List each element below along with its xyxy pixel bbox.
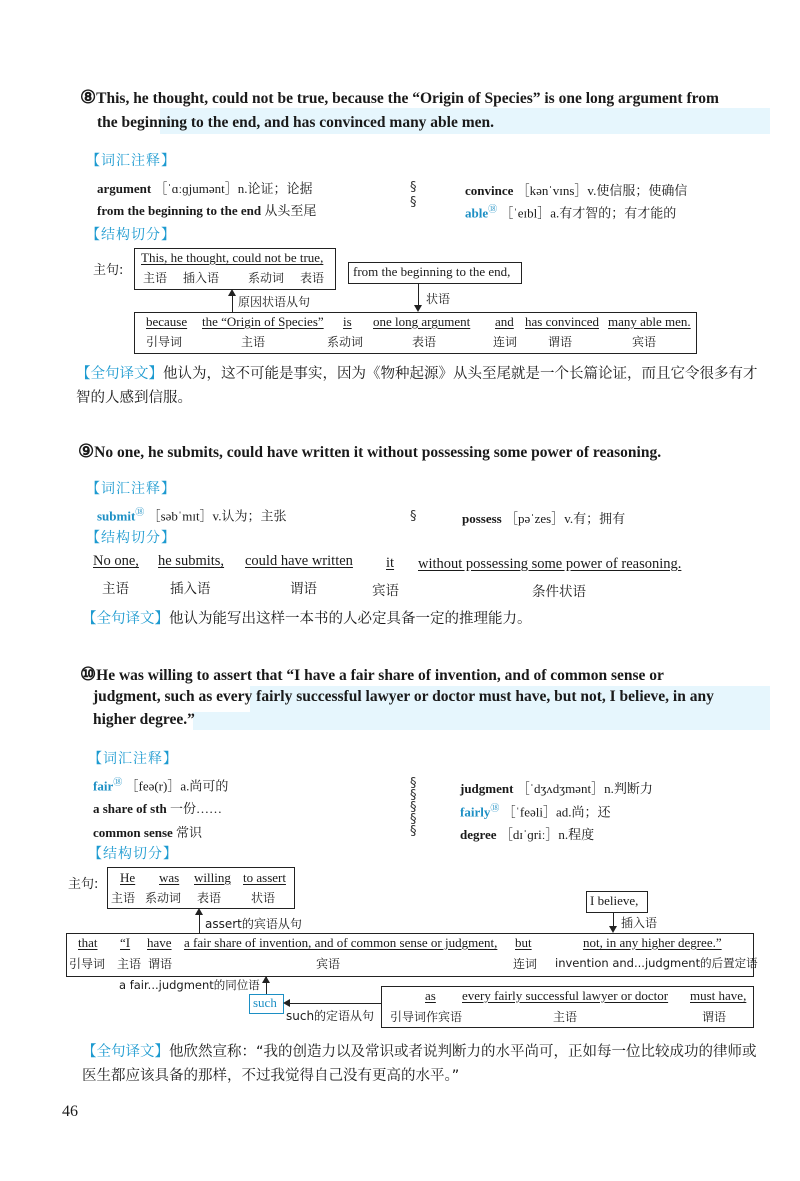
word: because <box>146 314 188 329</box>
label: 引导词 <box>146 335 183 349</box>
label: 插入语 <box>183 271 220 285</box>
sentence-text: higher degree.” <box>93 711 195 728</box>
word: not, in any higher degree.” <box>583 935 722 950</box>
arrow-label: 状语 <box>426 292 451 306</box>
word: “I <box>120 935 131 950</box>
label: 谓语 <box>148 957 173 971</box>
sentence-text: He was willing to assert that “I have a fair share of invention, and of common sense or <box>96 667 664 684</box>
word: it <box>386 555 395 571</box>
word: without possessing some power of reasoning. <box>418 556 682 572</box>
structure-tag: 【结构切分】 <box>88 846 178 862</box>
vocab-item: from the beginning to the end 从头至尾 <box>97 203 317 218</box>
word: many able men. <box>608 314 691 329</box>
main-clause-label: 主句: <box>93 263 124 278</box>
translation <box>82 1040 764 1088</box>
wave-divider: § § <box>410 180 417 210</box>
word: but <box>515 935 532 950</box>
vocab-item: fairly⑱ ［ˈfeəli］ad.尚；还 <box>460 803 611 820</box>
word: No one, <box>93 553 139 569</box>
wave-divider: § <box>410 509 417 524</box>
label: 系动词 <box>248 271 285 285</box>
vocab-item: fair⑱ ［feə(r)］a.尚可的 <box>93 777 229 794</box>
vocab-item: common sense 常识 <box>93 825 203 840</box>
sentence-9 <box>78 438 768 466</box>
label: 条件状语 <box>532 584 586 600</box>
word: as <box>425 988 436 1003</box>
sentence-8 <box>80 84 770 112</box>
such-text: such <box>253 995 277 1010</box>
label: 谓语 <box>548 335 573 349</box>
connector-line <box>289 1003 381 1004</box>
label: 主语 <box>241 335 266 349</box>
word: have <box>147 935 172 950</box>
label: 主语 <box>143 271 168 285</box>
word: one long argument <box>373 314 471 329</box>
main-clause-text: This, he thought, could not be true, <box>141 250 324 265</box>
label: 谓语 <box>702 1010 727 1024</box>
word: willing <box>194 870 231 885</box>
translation-text: 他认为，这不可能是事实，因为《物种起源》从头至尾就是一个长篇论证，而且它令很多有才智的人感到信服。 <box>76 366 758 406</box>
arrow-icon <box>195 908 203 915</box>
vocab-item: convince ［kənˈvɪns］v.使信服；使确信 <box>465 183 688 198</box>
connector-line <box>418 283 419 305</box>
vocab-item: possess ［pəˈzes］v.有；拥有 <box>462 511 626 526</box>
label: 连词 <box>493 335 518 349</box>
arrow-label: such的定语从句 <box>286 1009 375 1023</box>
word: he submits, <box>158 553 225 569</box>
word: is <box>343 314 352 329</box>
label: 表语 <box>197 891 222 905</box>
label: 主语 <box>102 581 129 597</box>
label: 主语 <box>111 891 136 905</box>
believe-text: I believe, <box>590 893 639 908</box>
connector-line <box>613 912 614 926</box>
word: was <box>159 870 180 885</box>
sentence-text: No one, he submits, could have written it without possessing some power of reasoning. <box>94 444 662 461</box>
label: 引导词 <box>69 957 106 971</box>
translation-text: 他认为能写出这样一本书的人必定具备一定的推理能力。 <box>169 611 532 627</box>
vocab-tag: 【词汇注释】 <box>86 481 176 497</box>
adverbial-text: from the beginning to the end, <box>353 264 511 279</box>
label: 主语 <box>117 957 142 971</box>
vocab-item: a share of sth 一份…… <box>93 801 223 816</box>
structure-tag: 【结构切分】 <box>86 530 176 546</box>
word: every fairly successful lawyer or doctor <box>462 988 669 1003</box>
vocab-item: argument ［ˈɑːɡjumənt］n.论证；论据 <box>97 181 313 196</box>
vocab-tag: 【词汇注释】 <box>88 751 178 767</box>
arrow-label: assert的宾语从句 <box>205 917 302 931</box>
translation-tag: 【全句译文】 <box>76 366 163 382</box>
arrow-label: 原因状语从句 <box>238 295 311 309</box>
label: 表语 <box>412 335 437 349</box>
translation <box>82 607 772 631</box>
label: invention and...judgment的后置定语 <box>555 956 758 970</box>
translation-tag: 【全句译文】 <box>82 611 169 627</box>
word: He <box>120 870 136 885</box>
label: 连词 <box>513 957 538 971</box>
sentence-text: judgment, such as every fairly successful lawyer or doctor must have, but not, I believe, in any <box>93 688 714 705</box>
label: 表语 <box>300 271 325 285</box>
sentence-text: the beginning to the end, and has convinced many able men. <box>97 114 495 131</box>
vocab-tag: 【词汇注释】 <box>86 153 176 169</box>
label: 谓语 <box>290 581 317 597</box>
arrow-label: 插入语 <box>621 916 658 930</box>
label: 状语 <box>251 891 276 905</box>
word: that <box>78 935 98 950</box>
wave-divider: § § § § § <box>410 776 417 839</box>
word: the “Origin of Species” <box>202 314 324 329</box>
label: 宾语 <box>316 957 341 971</box>
label: 主语 <box>553 1010 578 1024</box>
label: 插入语 <box>170 581 211 597</box>
arrow-icon <box>228 289 236 296</box>
label: 系动词 <box>145 891 182 905</box>
vocab-item: judgment ［ˈdʒʌdʒmənt］n.判断力 <box>460 781 653 796</box>
word: has convinced <box>525 314 600 329</box>
appositive-label: a fair...judgment的同位语 <box>119 978 260 992</box>
translation-tag: 【全句译文】 <box>82 1044 169 1060</box>
vocab-item: submit⑱ ［səbˈmɪt］v.认为；主张 <box>97 507 287 524</box>
word: and <box>495 314 514 329</box>
label: 引导词作宾语 <box>390 1010 463 1024</box>
label: 宾语 <box>632 335 657 349</box>
sentence-text: This, he thought, could not be true, because the “Origin of Species” is one long argument from <box>96 90 719 107</box>
label: 系动词 <box>327 335 364 349</box>
vocab-item: degree ［dɪˈɡriː］n.程度 <box>460 827 595 842</box>
vocab-item: able⑱ ［ˈeɪbl］a.有才智的；有才能的 <box>465 204 677 221</box>
structure-tag: 【结构切分】 <box>86 227 176 243</box>
word: to assert <box>243 870 286 885</box>
sentence-number: ⑨ <box>78 441 95 461</box>
arrow-icon <box>609 926 617 933</box>
highlight-band <box>193 712 770 730</box>
translation-text: 他欣然宣称：“我的创造力以及常识或者说判断力的水平尚可，正如每一位比较成功的律师或医生都应该具备的那样，不过我觉得自己没有更高的水平。” <box>82 1044 757 1084</box>
connector-line <box>232 294 233 312</box>
word: must have, <box>690 988 747 1003</box>
main-clause-label: 主句: <box>68 877 99 892</box>
arrow-icon <box>414 305 422 312</box>
connector-line <box>199 913 200 934</box>
sentence-number: ⑩ <box>80 664 97 684</box>
sentence-number: ⑧ <box>80 87 97 107</box>
page-number: 46 <box>62 1103 78 1120</box>
word: a fair share of invention, and of common sense or judgment, <box>184 935 498 950</box>
word: could have written <box>245 553 353 569</box>
label: 宾语 <box>372 583 399 599</box>
translation <box>76 362 766 410</box>
arrow-icon <box>262 976 270 983</box>
